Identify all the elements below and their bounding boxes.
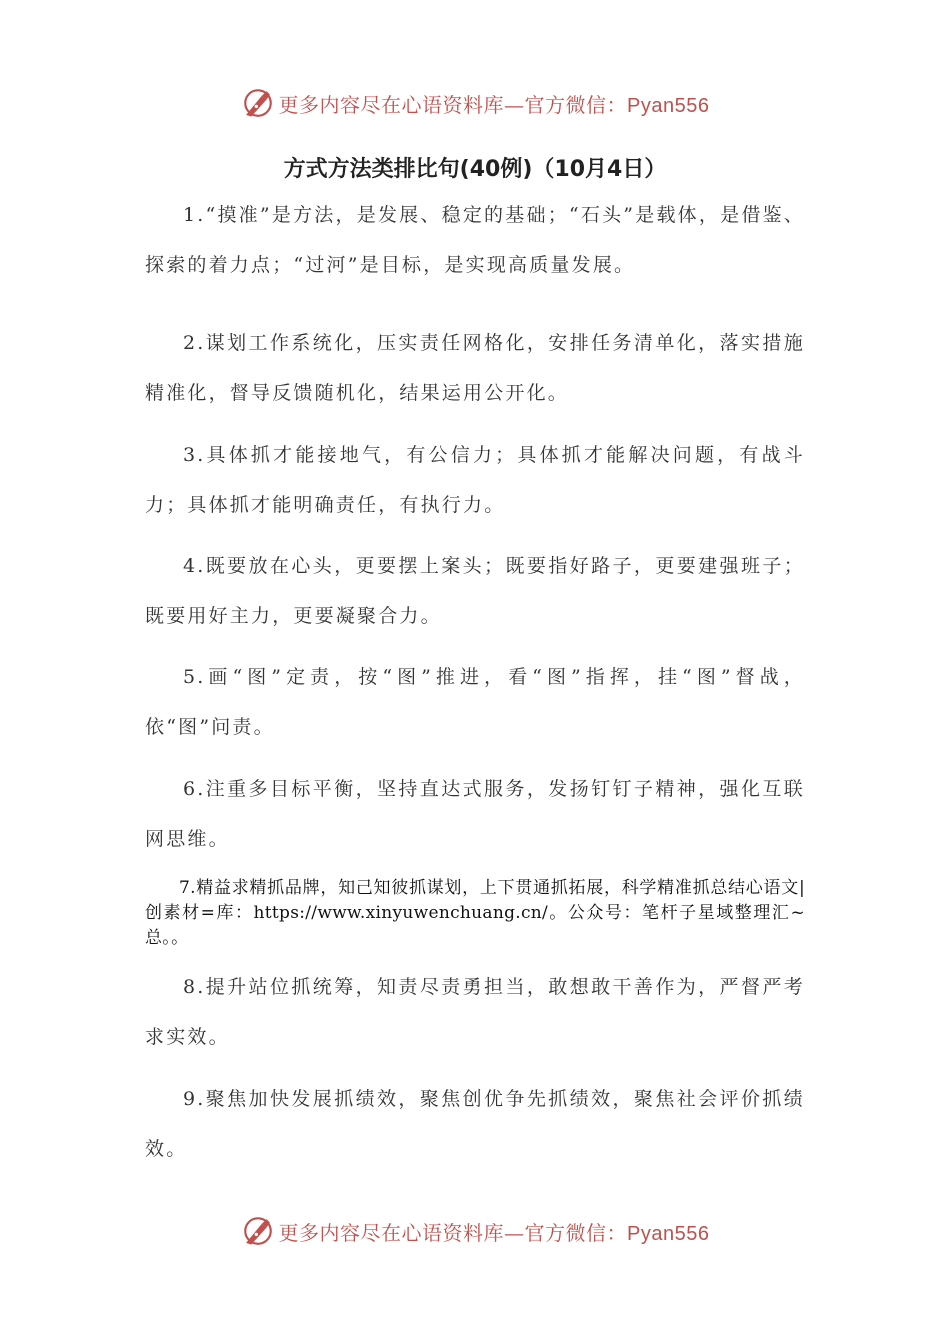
paragraph-3: 3.具体抓才能接地气，有公信力；具体抓才能解决问题，有战斗力；具体抓才能明确责任，有执行力。 — [145, 444, 805, 516]
paragraph-2: 2.谋划工作系统化，压实责任网格化，安排任务清单化，落实措施精准化，督导反馈随机化，结果运用公开化。 — [145, 332, 805, 404]
banner-wechat-id: Pyan556 — [627, 94, 710, 117]
paragraph-8: 8.提升站位抓统筹，知责尽责勇担当，敢想敢干善作为，严督严考求实效。 — [145, 976, 805, 1048]
banner-text-cn: 更多内容尽在心语资料库—官方微信： — [278, 92, 628, 117]
pen-nib-logo-icon — [241, 86, 275, 120]
banner-text — [279, 89, 710, 118]
footer-banner — [0, 1211, 950, 1251]
pen-nib-logo-icon — [241, 1214, 275, 1248]
header-banner — [0, 83, 950, 123]
paragraph-1: 1.“摸准”是方法，是发展、稳定的基础；“石头”是载体，是借鉴、探索的着力点；“过河”是目标，是实现高质量发展。 — [145, 204, 805, 276]
banner-text — [279, 1217, 710, 1246]
banner-wechat-id: Pyan556 — [627, 1222, 710, 1245]
paragraph-9: 9.聚焦加快发展抓绩效，聚焦创优争先抓绩效，聚焦社会评价抓绩效。 — [145, 1088, 805, 1160]
page-title: 方式方法类排比句(40例)（10月4日） — [283, 157, 667, 182]
paragraph-5: 5.画“图”定责，按“图”推进，看“图”指挥，挂“图”督战，依“图”问责。 — [145, 666, 805, 738]
paragraph-7: 7.精益求精抓品牌，知己知彼抓谋划，上下贯通抓拓展，科学精准抓总结心语文|创素材=库：https://www.xinyuwenchuang.cn/。公众号：笔杆子星域整理汇~总。。 — [145, 878, 805, 948]
paragraph-6: 6.注重多目标平衡，坚持直达式服务，发扬钉钉子精神，强化互联网思维。 — [145, 778, 805, 850]
paragraph-4: 4.既要放在心头，更要摆上案头；既要指好路子，更要建强班子；既要用好主力，更要凝聚合力。 — [145, 555, 805, 627]
banner-text-cn: 更多内容尽在心语资料库—官方微信： — [278, 1220, 628, 1245]
